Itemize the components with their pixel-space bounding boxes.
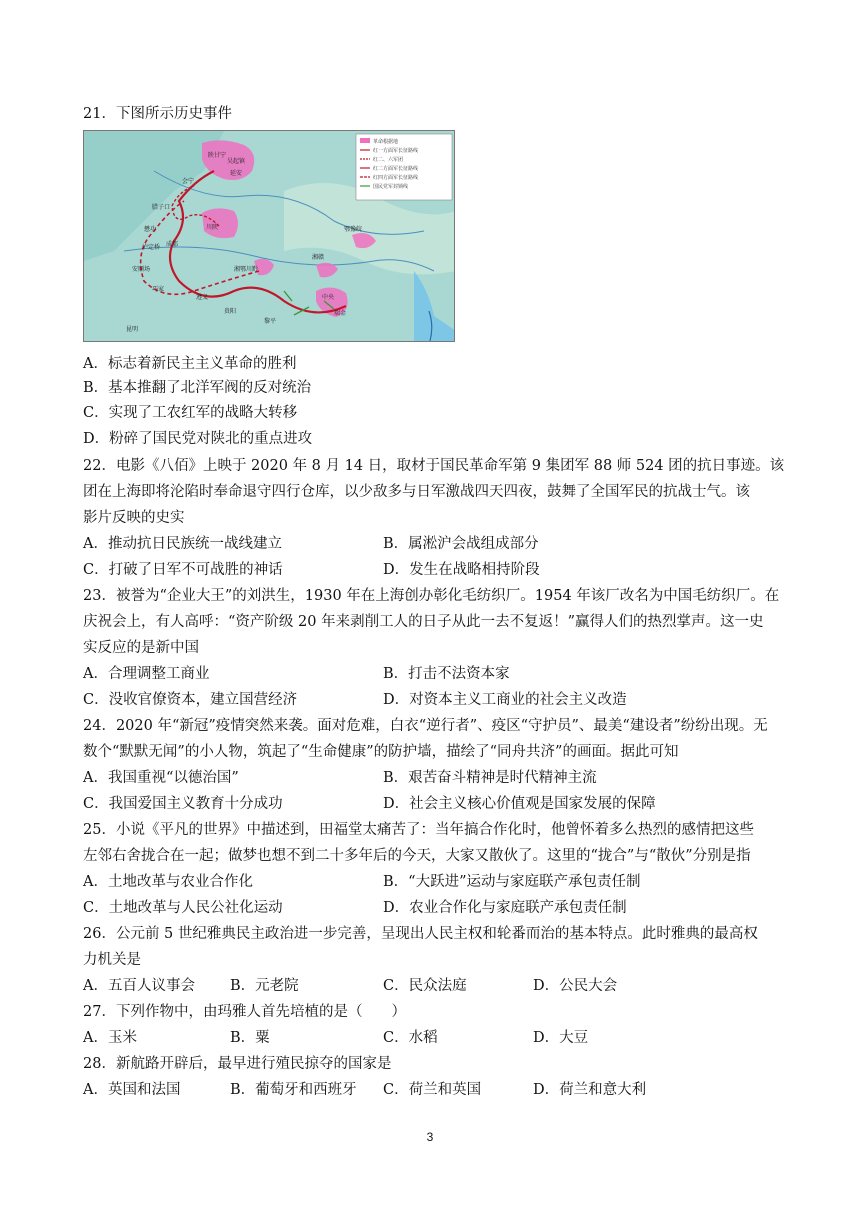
q22-option-a: A．推动抗日民族统一战线建立: [83, 536, 282, 552]
q25-option-d: D．农业合作化与家庭联产承包责任制: [383, 900, 627, 916]
legend-label: 革命根据地: [373, 139, 399, 145]
q25-option-c: C．土地改革与人民公社化运动: [83, 900, 283, 916]
q21-option-a: A．标志着新民主主义革命的胜利: [83, 356, 297, 372]
long-march-map: [83, 130, 455, 342]
map-label: 昆明: [126, 326, 139, 333]
legend-label: 红四方面军长征路线: [373, 175, 419, 181]
map-label: 巧家: [152, 286, 165, 293]
map-legend: [356, 134, 452, 200]
q28-stem-line: 28．新航路开辟后，最早进行殖民掠夺的国家是: [83, 1056, 392, 1072]
map-label: 延安: [230, 170, 243, 177]
map-label: 中央: [322, 294, 335, 301]
map-label: 泸定桥: [142, 244, 161, 251]
q22-option-c: C．打破了日军不可战胜的神话: [83, 562, 283, 578]
q25-stem-line: 25．小说《平凡的世界》中描述到，田福堂太痛苦了：当年搞合作化时，他曾怀着多么热烈的感情把这些: [83, 822, 754, 838]
q23-option-a: A．合理调整工商业: [83, 666, 210, 682]
q26-option-b: B．元老院: [230, 978, 299, 994]
q22-stem-line: 影片反映的史实: [83, 510, 185, 526]
map-label: 黎平: [264, 318, 277, 325]
q26-option-c: C．民众法庭: [383, 978, 467, 994]
map-label: 湘鄂川黔: [234, 266, 259, 273]
q28-option-a: A．英国和法国: [83, 1082, 181, 1098]
map-label: 贵阳: [224, 308, 237, 315]
q23-stem-line: 23．被誉为“企业大王”的刘洪生，1930 年在上海创办彰化毛纺织厂。1954 年该厂改名为中国毛纺织厂。在: [83, 588, 780, 604]
legend-label: 红二方面军长征路线: [373, 166, 419, 172]
q21-stem: 21．下图所示历史事件: [83, 106, 232, 122]
legend-label: 红二、六军团: [373, 157, 404, 163]
q26-stem-line: 26．公元前 5 世纪雅典民主政治进一步完善，呈现出人民主权和轮番而治的基本特点。此时雅典的最高权: [83, 926, 758, 942]
legend-label: 红一方面军长征路线: [373, 148, 419, 154]
q27-option-d: D．大豆: [533, 1030, 589, 1046]
q26-stem-line: 力机关是: [83, 952, 141, 968]
q28-option-b: B．葡萄牙和西班牙: [230, 1082, 357, 1098]
q22-option-b: B．属淞沪会战组成部分: [383, 536, 539, 552]
q25-option-a: A．土地改革与农业合作化: [83, 874, 253, 890]
map-label: 湘赣: [312, 254, 325, 261]
q23-stem-line: 实反应的是新中国: [83, 640, 199, 656]
page-number: 3: [426, 1130, 434, 1144]
map-label: 瑞金: [334, 310, 347, 317]
q26-option-a: A．五百人议事会: [83, 978, 195, 994]
q27-option-b: B．粟: [230, 1030, 270, 1046]
q23-option-d: D．对资本主义工商业的社会主义改造: [383, 692, 627, 708]
map-label: 安顺场: [132, 266, 151, 273]
q23-option-b: B．打击不法资本家: [383, 666, 510, 682]
q27-option-c: C．水稻: [383, 1030, 438, 1046]
map-label: 成都: [166, 241, 179, 248]
q25-option-b: B．“大跃进”运动与家庭联产承包责任制: [383, 874, 641, 890]
q23-option-c: C．没收官僚资本，建立国营经济: [83, 692, 298, 708]
q24-option-b: B．艰苦奋斗精神是时代精神主流: [383, 770, 597, 786]
q27-stem-line: 27．下列作物中，由玛雅人首先培植的是（ ）: [83, 1004, 406, 1020]
q24-stem-line: 24．2020 年“新冠”疫情突然来袭。面对危难，白衣“逆行者”、疫区“守护员”、最美“建设者”纷纷出现。无: [83, 718, 768, 734]
map-label: 鄂豫皖: [344, 226, 363, 233]
q28-option-d: D．荷兰和意大利: [533, 1082, 647, 1098]
q21-option-d: D．粉碎了国民党对陕北的重点进攻: [83, 431, 313, 447]
map-label: 会宁: [182, 178, 195, 185]
q22-stem-line: 22．电影《八佰》上映于 2020 年 8 月 14 日，取材于国民革命军第 9 集团军 88 师 524 团的抗日事迹。该: [83, 458, 785, 474]
map-label: 吴起镇: [227, 158, 246, 165]
q22-stem-line: 团在上海即将沦陷时奉命退守四行仓库，以少敌多与日军激战四天四夜，鼓舞了全国军民的抗战士气。该: [83, 484, 750, 500]
q26-option-d: D．公民大会: [533, 978, 618, 994]
legend-label: 国民党军封锁线: [373, 184, 409, 190]
q24-stem-line: 数个“默默无闻”的小人物，筑起了“生命健康”的防护墙，描绘了“同舟共济”的画面。据此可知: [83, 744, 679, 760]
q23-stem-line: 庆祝会上，有人高呼：“资产阶级 20 年来剥削工人的日子从此一去不复返！”赢得人们的热烈掌声。这一史: [83, 614, 764, 630]
map-label: 懋功: [144, 226, 157, 233]
q24-option-c: C．我国爱国主义教育十分成功: [83, 796, 283, 812]
q25-stem-line: 左邻右舍拢合在一起；做梦也想不到二十多年后的今天，大家又散伙了。这里的“拢合”与“散伙”分别是指: [83, 848, 751, 864]
q28-option-c: C．荷兰和英国: [383, 1082, 482, 1098]
map-label: 腊子口: [152, 204, 171, 211]
map-label: 遵义: [196, 294, 209, 301]
long-march-map-image: [84, 131, 455, 342]
q24-option-d: D．社会主义核心价值观是国家发展的保障: [383, 796, 656, 812]
q27-option-a: A．玉米: [83, 1030, 137, 1046]
q24-option-a: A．我国重视“以德治国”: [83, 770, 239, 786]
q21-option-c: C．实现了工农红军的战略大转移: [83, 405, 298, 421]
q21-option-b: B．基本推翻了北洋军阀的反对统治: [83, 380, 312, 396]
map-label: 川陕: [206, 224, 219, 231]
map-label: 陕甘宁: [208, 152, 227, 159]
q22-option-d: D．发生在战略相持阶段: [383, 562, 540, 578]
